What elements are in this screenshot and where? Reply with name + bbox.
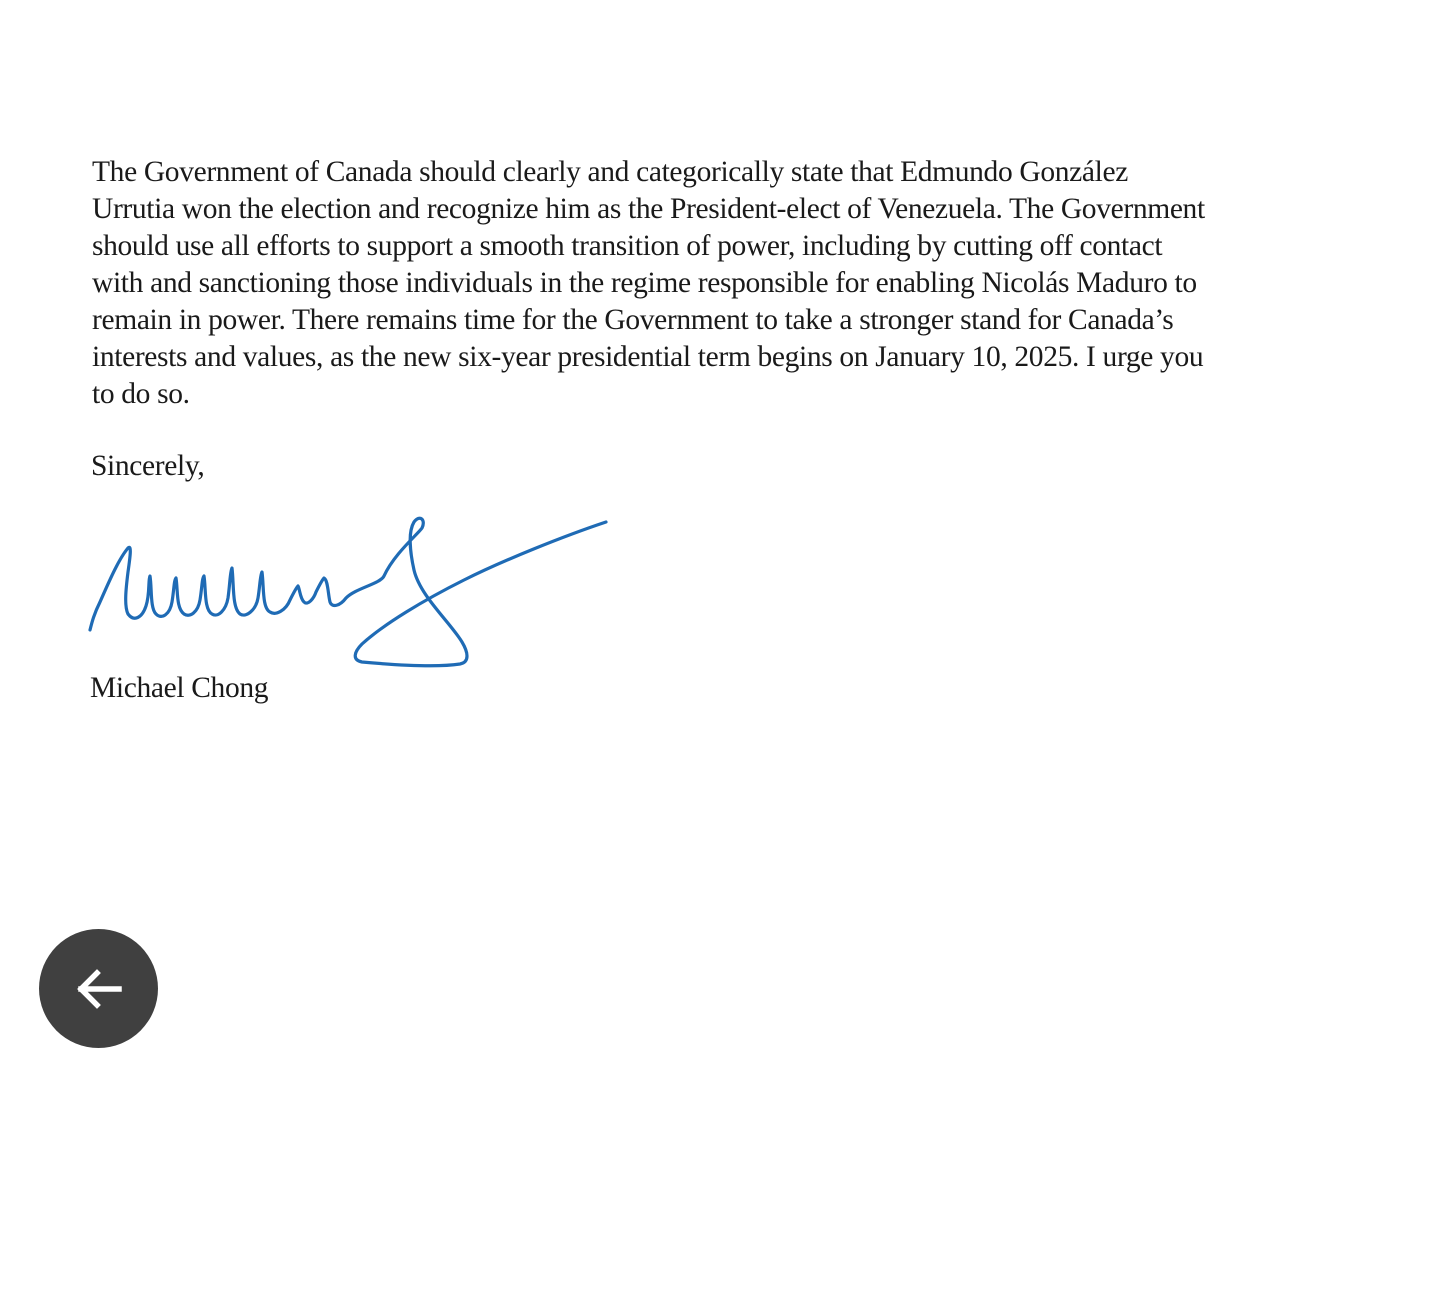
arrow-left-icon [71,961,127,1017]
back-button[interactable] [39,929,158,1048]
paragraph-line: to do so. [92,378,190,410]
paragraph-line: interests and values, as the new six-year presidential term begins on January 10, 2025. I urge you [92,341,1204,373]
signer-name: Michael Chong [90,672,269,704]
signature-image [84,514,614,674]
signature-stroke [90,518,606,665]
paragraph-line: The Government of Canada should clearly and categorically state that Edmundo González [92,156,1128,188]
letter-paragraph [92,154,1362,413]
paragraph-line: remain in power. There remains time for the Government to take a stronger stand for Canada’s [92,304,1174,336]
paragraph-line: with and sanctioning those individuals in the regime responsible for enabling Nicolás Maduro to [92,267,1197,299]
paragraph-line: Urrutia won the election and recognize him as the President-elect of Venezuela. The Government [92,193,1205,225]
paragraph-line: should use all efforts to support a smooth transition of power, including by cutting off contact [92,230,1163,262]
letter-closing: Sincerely, [91,450,205,482]
